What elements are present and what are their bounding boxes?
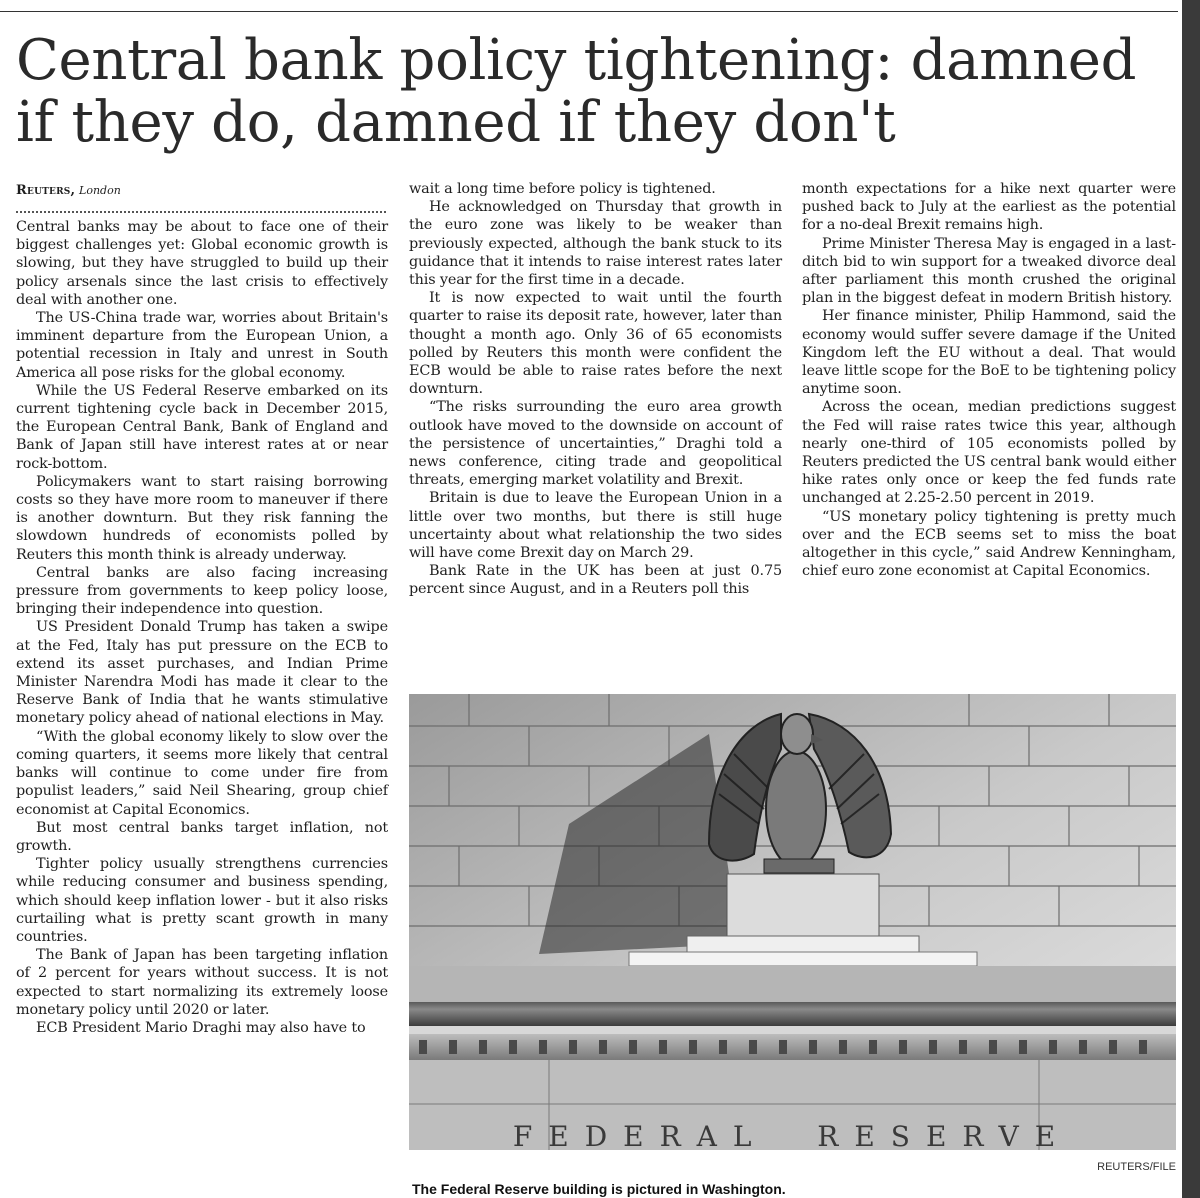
paragraph-continued: wait a long time before policy is tightened. xyxy=(409,181,716,197)
paragraph: Central banks are also facing increasing pressure from governments to keep policy loose, bringing their independence into question. xyxy=(16,564,388,618)
paragraph: “The risks surrounding the euro area growth outlook have moved to the downside on account of the persistence of uncertainties,” Draghi told a news conference, citing trade and geopolitical threats, emerging market volatility and Brexit. xyxy=(409,399,782,489)
byline-place: London xyxy=(79,184,121,197)
paragraph: Bank Rate in the UK has been at just 0.75 percent since August, and in a Reuters poll this xyxy=(409,563,782,598)
paragraph: He acknowledged on Thursday that growth in the euro zone was likely to be weaker than previously expected, although the bank stuck to its guidance that it intends to raise interest rates later this year for the first time in a decade. xyxy=(409,199,782,289)
paragraph: Policymakers want to start raising borrowing costs so they have more room to maneuver if there is another downturn. But they risk fanning the slowdown hundreds of economists polled by Reuters this month think is already underway. xyxy=(16,473,388,563)
paragraph: Across the ocean, median predictions suggest the Fed will raise rates twice this year, although nearly one-third of 105 economists polled by Reuters predicted the US central bank would either hike rates only once or keep the fed funds rate unchanged at 2.25-2.50 percent in 2019. xyxy=(802,399,1176,507)
article-column-1 xyxy=(16,218,388,1037)
byline-agency: Reuters, xyxy=(16,183,76,198)
paragraph: “US monetary policy tightening is pretty much over and the ECB seems set to miss the boat altogether in this cycle,” said Andrew Kenningham, chief euro zone economist at Capital Economics. xyxy=(802,508,1176,580)
article-column-3 xyxy=(802,180,1176,580)
federal-reserve-photo xyxy=(409,694,1176,1150)
article-column-2 xyxy=(409,180,782,599)
paragraph: It is now expected to wait until the fourth quarter to raise its deposit rate, however, later than thought a month ago. Only 36 of 65 economists polled by Reuters this month were confident the ECB would be able to raise rates before the next downturn. xyxy=(409,290,782,398)
paragraph: Central banks may be about to face one of their biggest challenges yet: Global economic growth is slowing, but they have struggled to build up their policy arsenals since the last crisis to effectively deal with another one. xyxy=(16,219,388,308)
photo-credit: REUTERS/FILE xyxy=(1097,1161,1176,1173)
paragraph: “With the global economy likely to slow over the coming quarters, it seems more likely that central banks will continue to come under fire from populist leaders,” said Neil Shearing, group chief economist at Capital Economics. xyxy=(16,728,388,818)
paragraph-continued: month expectations for a hike next quarter were pushed back to July at the earliest as the potential for a no-deal Brexit remains high. xyxy=(802,181,1176,234)
paragraph: Prime Minister Theresa May is engaged in a last-ditch bid to win support for a tweaked divorce deal after parliament this month crushed the original plan in the biggest defeat in modern British history. xyxy=(802,235,1176,307)
top-rule xyxy=(0,11,1178,12)
paragraph: But most central banks target inflation, not growth. xyxy=(16,819,388,854)
headline: Central bank policy tightening: damned if they do, damned if they don't xyxy=(16,28,1137,155)
byline xyxy=(16,181,121,200)
paragraph: Her finance minister, Philip Hammond, said the economy would suffer severe damage if the United Kingdom left the EU without a deal. That would leave little scope for the BoE to be tightening policy anytime soon. xyxy=(802,308,1176,398)
paragraph: Britain is due to leave the European Union in a little over two months, but there is still huge uncertainty about what relationship the two sides will have come Brexit day on March 29. xyxy=(409,490,782,562)
page-edge xyxy=(1182,0,1200,1198)
paragraph: Tighter policy usually strengthens currencies while reducing consumer and business spending, which should keep inflation lower - but it also risks curtailing what is pretty scant growth in many countries. xyxy=(16,856,388,945)
paragraph: The Bank of Japan has been targeting inflation of 2 percent for years without success. It is not expected to start normalizing its extremely loose monetary policy until 2020 or later. xyxy=(16,947,388,1018)
dotted-divider xyxy=(16,211,386,213)
paragraph: The US-China trade war, worries about Britain's imminent departure from the European Union, a potential recession in Italy and unrest in South America all pose risks for the global economy. xyxy=(16,310,388,381)
paragraph: US President Donald Trump has taken a swipe at the Fed, Italy has put pressure on the ECB to extend its asset purchases, and Indian Prime Minister Narendra Modi has made it clear to the Reserve Bank of India that he wants stimulative monetary policy ahead of national elections in May. xyxy=(16,619,388,727)
paragraph: While the US Federal Reserve embarked on its current tightening cycle back in December 2015, the European Central Bank, Bank of England and Bank of Japan still have interest rates at or near rock-bottom. xyxy=(16,382,388,472)
photo-inscription: FEDERAL RESERVE xyxy=(512,1120,1072,1150)
paragraph: ECB President Mario Draghi may also have to xyxy=(36,1019,366,1036)
photo-caption: The Federal Reserve building is pictured in Washington. xyxy=(412,1181,786,1197)
